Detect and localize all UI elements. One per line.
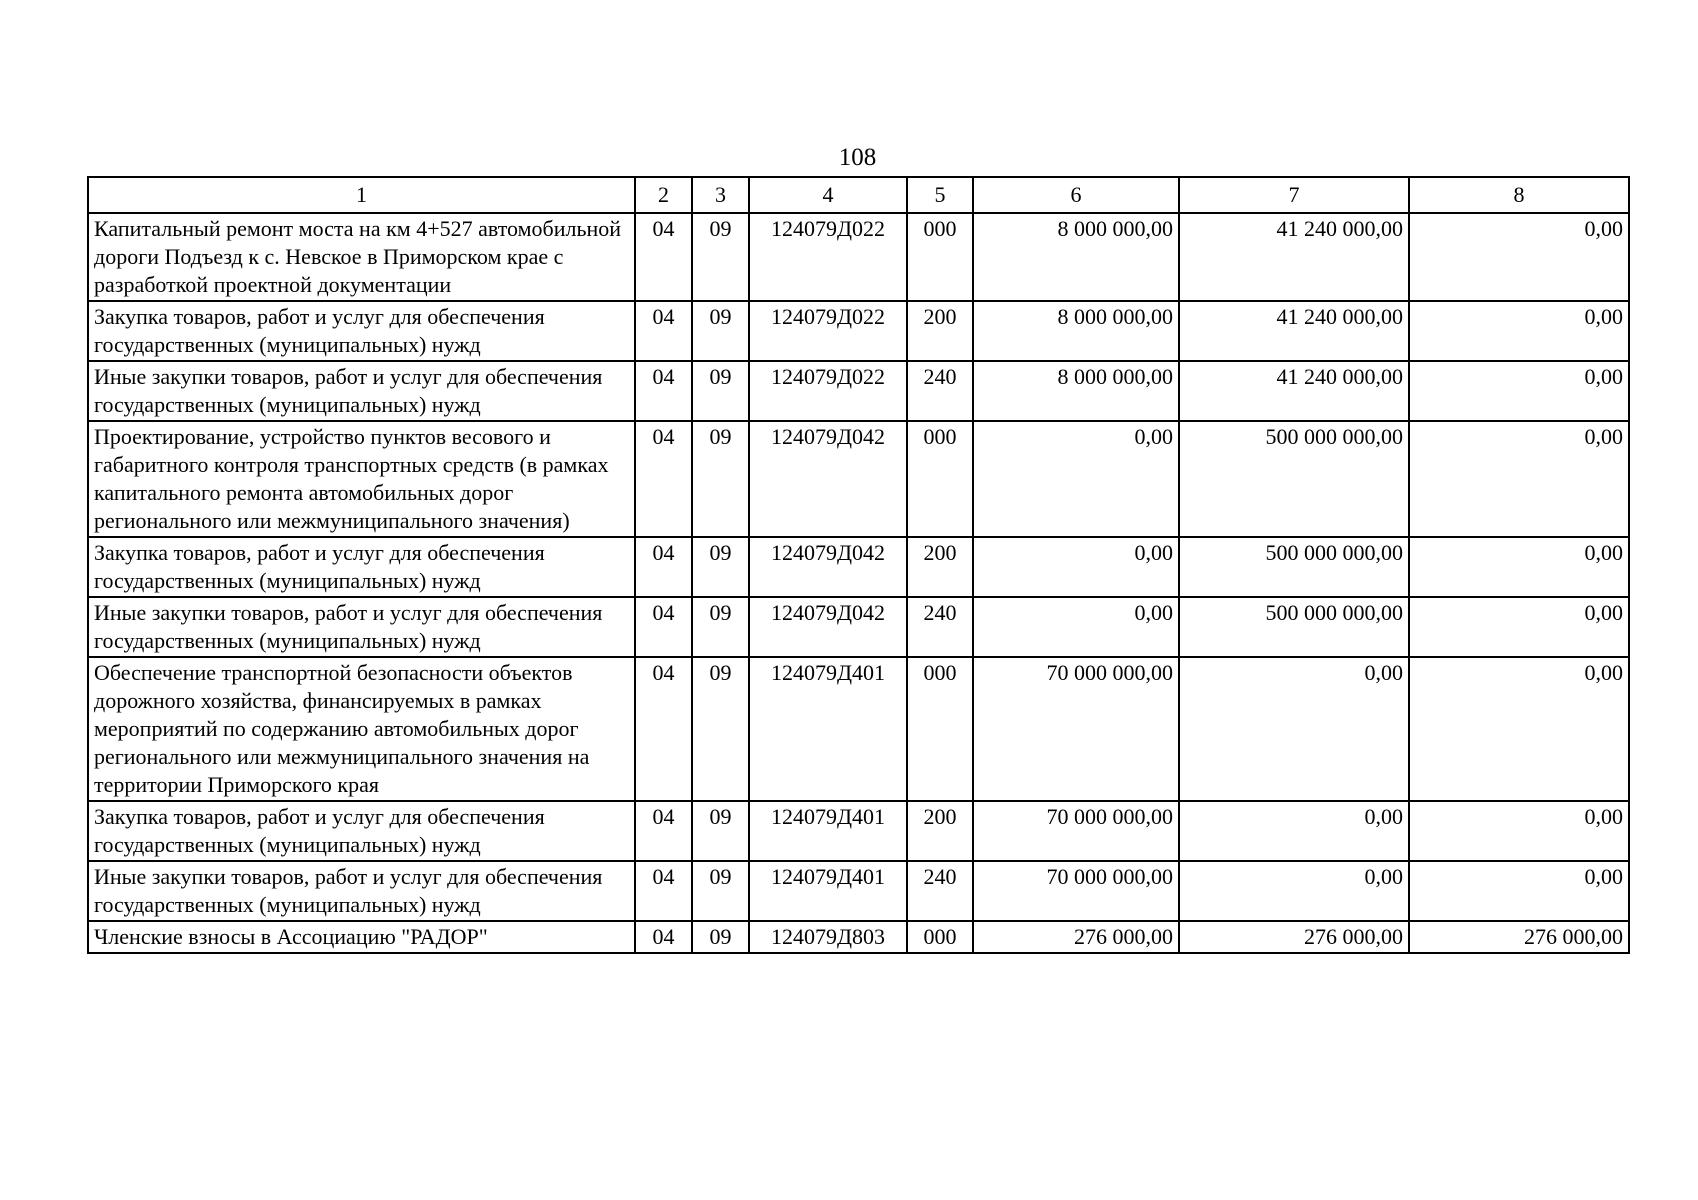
subsection-code: 09 [692, 361, 749, 421]
target-article-code: 124079Д401 [749, 657, 907, 801]
header-cell: 5 [907, 177, 973, 213]
expense-type-code: 000 [907, 921, 973, 953]
subsection-code: 09 [692, 921, 749, 953]
target-article-code: 124079Д042 [749, 537, 907, 597]
header-cell: 7 [1179, 177, 1409, 213]
amount-col7: 41 240 000,00 [1179, 213, 1409, 301]
amount-col7: 0,00 [1179, 801, 1409, 861]
expense-type-code: 200 [907, 801, 973, 861]
subsection-code: 09 [692, 301, 749, 361]
expense-type-code: 000 [907, 213, 973, 301]
subsection-code: 09 [692, 597, 749, 657]
subsection-code: 09 [692, 861, 749, 921]
row-name: Проектирование, устройство пунктов весового и габаритного контроля транспортных средств (в рамках капитального ремонта автомобильных дорог регионального или межмуниципального значения) [88, 421, 635, 537]
row-name: Закупка товаров, работ и услуг для обеспечения государственных (муниципальных) нужд [88, 301, 635, 361]
section-code: 04 [635, 657, 692, 801]
amount-col8: 0,00 [1409, 597, 1629, 657]
page-number: 108 [838, 144, 877, 171]
amount-col7: 500 000 000,00 [1179, 421, 1409, 537]
header-cell: 6 [973, 177, 1179, 213]
table-row [88, 213, 1629, 301]
amount-col8: 0,00 [1409, 861, 1629, 921]
amount-col7: 0,00 [1179, 861, 1409, 921]
amount-col7: 41 240 000,00 [1179, 361, 1409, 421]
section-code: 04 [635, 921, 692, 953]
amount-col8: 0,00 [1409, 361, 1629, 421]
amount-col6: 0,00 [973, 597, 1179, 657]
amount-col6: 70 000 000,00 [973, 657, 1179, 801]
table-row [88, 301, 1629, 361]
subsection-code: 09 [692, 421, 749, 537]
subsection-code: 09 [692, 537, 749, 597]
table-row [88, 801, 1629, 861]
amount-col7: 500 000 000,00 [1179, 537, 1409, 597]
row-name: Членские взносы в Ассоциацию "РАДОР" [88, 921, 635, 953]
table-row [88, 861, 1629, 921]
target-article-code: 124079Д022 [749, 361, 907, 421]
section-code: 04 [635, 861, 692, 921]
amount-col6: 70 000 000,00 [973, 801, 1179, 861]
expense-type-code: 240 [907, 597, 973, 657]
header-cell: 1 [88, 177, 635, 213]
table-row [88, 921, 1629, 953]
section-code: 04 [635, 421, 692, 537]
target-article-code: 124079Д022 [749, 213, 907, 301]
section-code: 04 [635, 213, 692, 301]
row-name: Закупка товаров, работ и услуг для обеспечения государственных (муниципальных) нужд [88, 801, 635, 861]
section-code: 04 [635, 537, 692, 597]
subsection-code: 09 [692, 213, 749, 301]
header-cell: 2 [635, 177, 692, 213]
section-code: 04 [635, 801, 692, 861]
section-code: 04 [635, 597, 692, 657]
amount-col6: 8 000 000,00 [973, 213, 1179, 301]
amount-col6: 70 000 000,00 [973, 861, 1179, 921]
expense-type-code: 000 [907, 421, 973, 537]
amount-col7: 276 000,00 [1179, 921, 1409, 953]
row-name: Капитальный ремонт моста на км 4+527 автомобильной дороги Подъезд к с. Невское в Приморском крае с разработкой проектной документации [88, 213, 635, 301]
row-name: Обеспечение транспортной безопасности объектов дорожного хозяйства, финансируемых в рамках мероприятий по содержанию автомобильных дорог регионального или межмуниципального значения на территории Приморского края [88, 657, 635, 801]
expense-type-code: 200 [907, 301, 973, 361]
row-name: Иные закупки товаров, работ и услуг для обеспечения государственных (муниципальных) нужд [88, 597, 635, 657]
row-name: Закупка товаров, работ и услуг для обеспечения государственных (муниципальных) нужд [88, 537, 635, 597]
expense-type-code: 200 [907, 537, 973, 597]
amount-col6: 8 000 000,00 [973, 361, 1179, 421]
section-code: 04 [635, 301, 692, 361]
amount-col8: 0,00 [1409, 213, 1629, 301]
section-code: 04 [635, 361, 692, 421]
target-article-code: 124079Д042 [749, 597, 907, 657]
row-name: Иные закупки товаров, работ и услуг для обеспечения государственных (муниципальных) нужд [88, 361, 635, 421]
amount-col7: 0,00 [1179, 657, 1409, 801]
amount-col7: 500 000 000,00 [1179, 597, 1409, 657]
expense-type-code: 240 [907, 361, 973, 421]
target-article-code: 124079Д042 [749, 421, 907, 537]
table-row [88, 361, 1629, 421]
header-cell: 4 [749, 177, 907, 213]
amount-col6: 8 000 000,00 [973, 301, 1179, 361]
target-article-code: 124079Д022 [749, 301, 907, 361]
amount-col6: 0,00 [973, 537, 1179, 597]
amount-col6: 0,00 [973, 421, 1179, 537]
table-row [88, 421, 1629, 537]
table-row [88, 537, 1629, 597]
expense-type-code: 000 [907, 657, 973, 801]
amount-col8: 0,00 [1409, 301, 1629, 361]
amount-col8: 0,00 [1409, 421, 1629, 537]
amount-col8: 0,00 [1409, 537, 1629, 597]
target-article-code: 124079Д401 [749, 861, 907, 921]
budget-table [87, 176, 1630, 954]
amount-col8: 276 000,00 [1409, 921, 1629, 953]
amount-col8: 0,00 [1409, 657, 1629, 801]
subsection-code: 09 [692, 801, 749, 861]
target-article-code: 124079Д401 [749, 801, 907, 861]
target-article-code: 124079Д803 [749, 921, 907, 953]
expense-type-code: 240 [907, 861, 973, 921]
amount-col6: 276 000,00 [973, 921, 1179, 953]
amount-col8: 0,00 [1409, 801, 1629, 861]
table-row [88, 597, 1629, 657]
row-name: Иные закупки товаров, работ и услуг для обеспечения государственных (муниципальных) нужд [88, 861, 635, 921]
subsection-code: 09 [692, 657, 749, 801]
header-row [88, 177, 1629, 213]
amount-col7: 41 240 000,00 [1179, 301, 1409, 361]
table-row [88, 657, 1629, 801]
header-cell: 8 [1409, 177, 1629, 213]
header-cell: 3 [692, 177, 749, 213]
